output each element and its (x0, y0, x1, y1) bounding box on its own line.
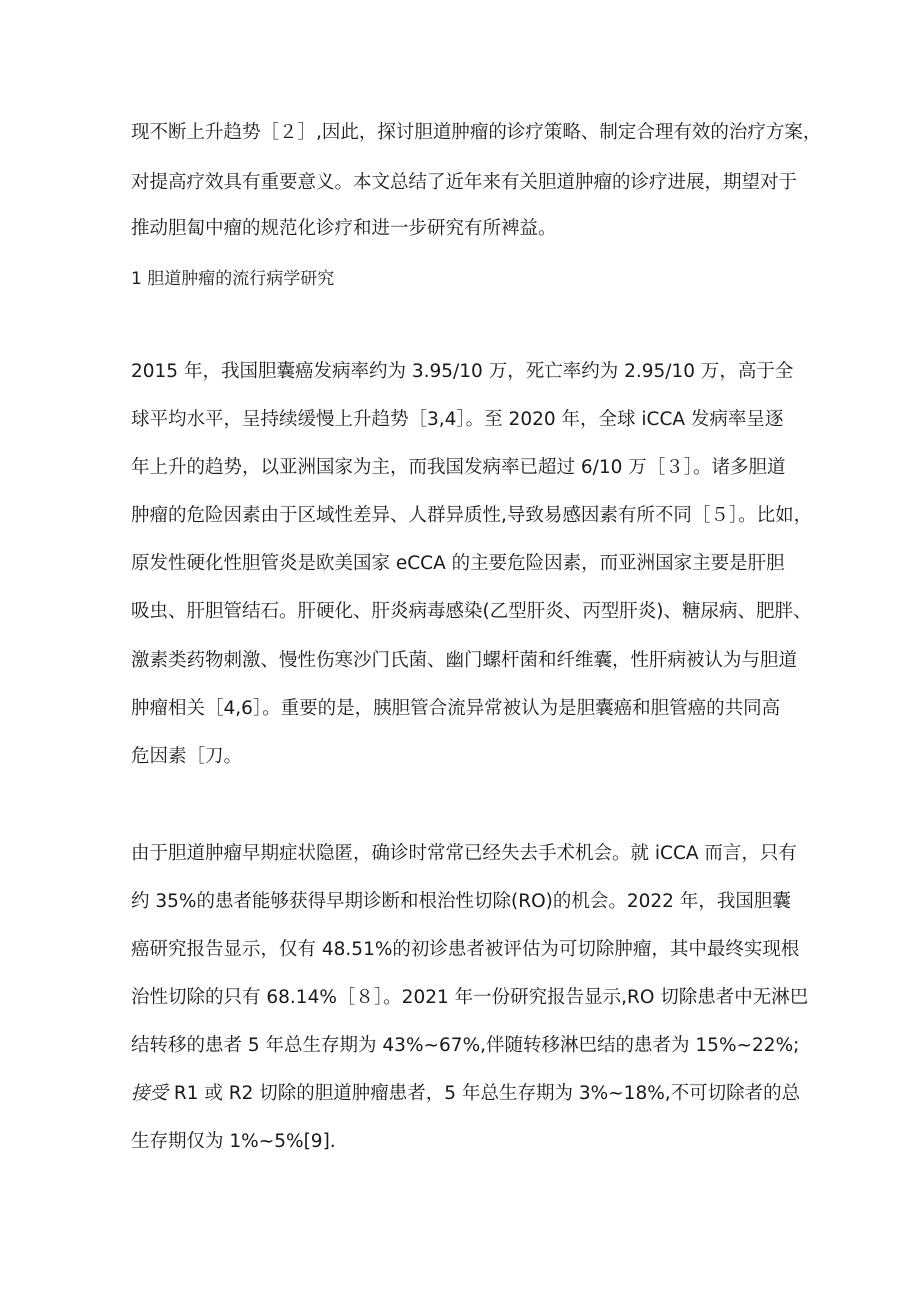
epi-line-6: 吸虫、肝胆管结石。肝硬化、肝炎病毒感染(乙型肝炎、丙型肝炎)、糖尿病、肥胖、 (131, 601, 812, 622)
treat-line-6-italic-prefix: 接受 (131, 1083, 169, 1104)
section-heading: 1 胆道肿瘤的流行病学研究 (131, 269, 335, 289)
epi-line-5: 原发性硬化性胆管炎是欧美国家 eCCA 的主要危险因素，而亚洲国家主要是肝胆 (131, 553, 785, 574)
treat-line-6 (131, 1082, 800, 1106)
epi-line-2: 球平均水平，呈持续缓慢上升趋势［3,4］。至 2020 年，全球 iCCA 发病率呈逐 (131, 409, 784, 430)
epi-line-1: 2015 年，我国胆囊癌发病率约为 3.95/10 万，死亡率约为 2.95/10 万，高于全 (131, 361, 794, 382)
intro-line-2: 对提高疗效具有重要意义。本文总结了近年来有关胆道肿瘤的诊疗进展，期望对于 (131, 172, 798, 193)
treat-line-3: 癌研究报告显示，仅有 48.51%的初诊患者被评估为可切除肿瘤，其中最终实现根 (131, 939, 800, 960)
epi-line-4: 肿瘤的危险因素由于区域性差异、人群异质性,导致易感因素有所不同［５］。比如， (131, 505, 813, 526)
epi-line-8: 肿瘤相关［4,6］。重要的是，胰胆管合流异常被认为是胆囊癌和胆管癌的共同高 (131, 698, 781, 719)
intro-line-3: 推动胆匐中瘤的规范化诊疗和进一步研究有所裨益。 (131, 218, 557, 239)
epi-line-3: 年上升的趋势，以亚洲国家为主，而我国发病率已超过 6/10 万［３］。诸多胆道 (131, 457, 786, 478)
intro-line-1: 现不断上升趋势［２］,因此，探讨胆道肿瘤的诊疗策略、制定合理有效的治疗方案， (131, 122, 822, 143)
epi-line-7: 激素类药物刺激、慢性伤寒沙门氏菌、幽门螺杆菌和纤维囊，性肝病被认为与胆道 (131, 650, 798, 671)
treat-line-4: 治性切除的只有 68.14%［８］。2021 年一份研究报告显示,RO 切除患者中无淋巴 (131, 987, 809, 1008)
treat-line-2: 约 35%的患者能够获得早期诊断和根治性切除(RO)的机会。2022 年，我国胆囊 (131, 891, 791, 912)
treat-line-7: 生存期仅为 1%~5%[9]. (131, 1131, 336, 1152)
treat-line-5: 结转移的患者 5 年总生存期为 43%~67%,伴随转移淋巴结的患者为 15%~22%; (131, 1035, 800, 1056)
epi-line-9: 危因素［刀。 (131, 746, 243, 767)
treat-line-1: 由于胆道肿瘤早期症状隐匿，确诊时常常已经失去手术机会。就 iCCA 而言，只有 (131, 843, 797, 864)
treat-line-6-rest: R1 或 R2 切除的胆道肿瘤患者，5 年总生存期为 3%~18%,不可切除者的总 (168, 1083, 801, 1104)
